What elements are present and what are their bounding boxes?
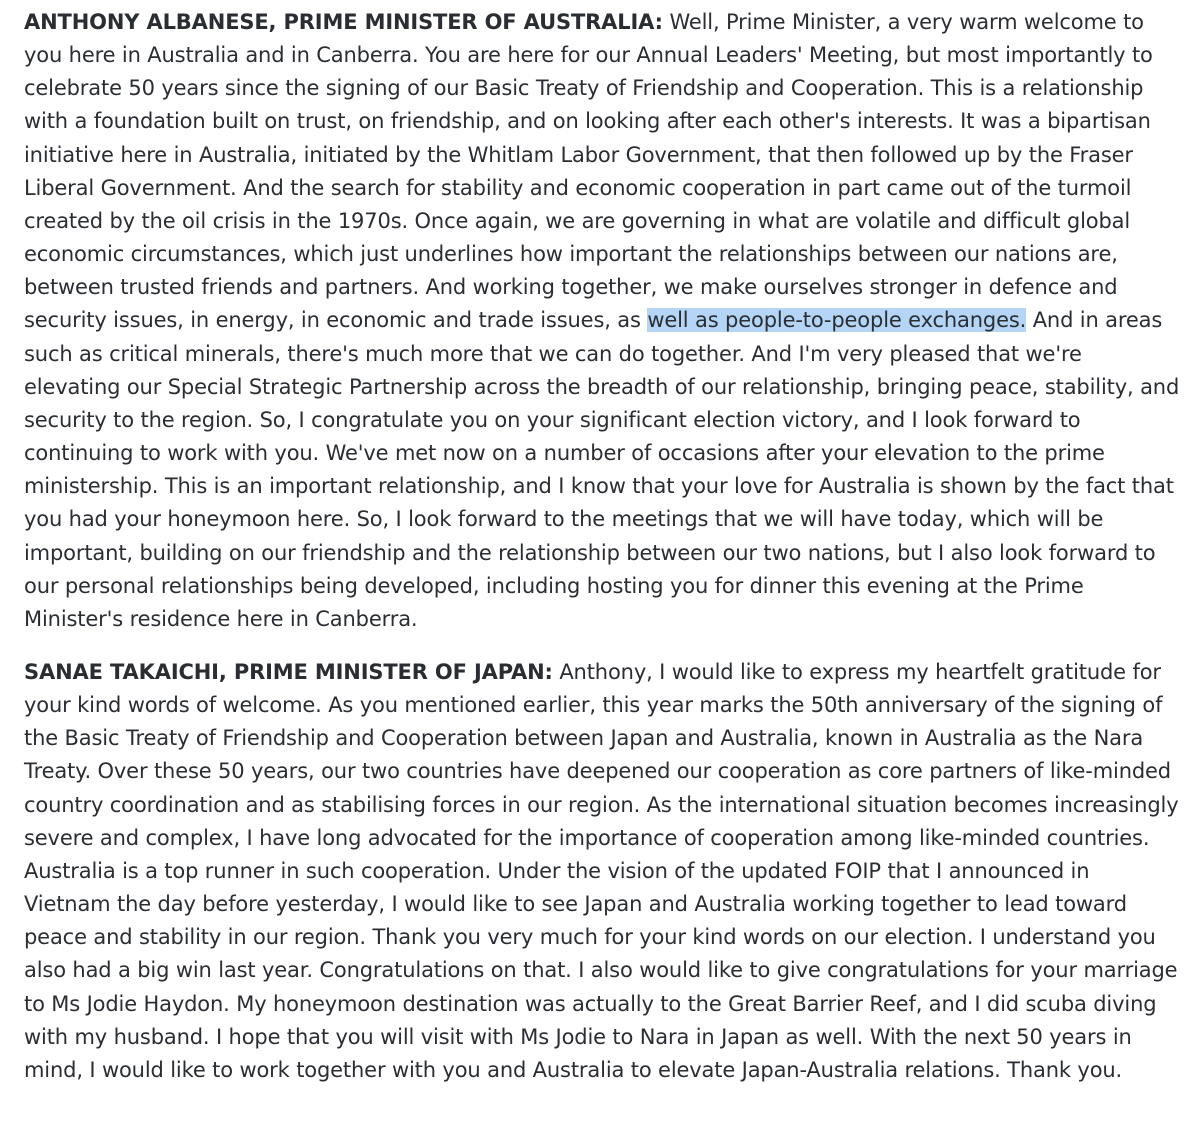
statement-text: Anthony, I would like to express my heartfelt gratitude for your kind words of welcome. As you mentioned earlier, this year marks the 50th anniversary of the signing of the Basic Treaty of Friendship and Cooperation between Japan and Australia, known in Australia as the Nara Treaty. Over these 50 years, our two countries have deepened our cooperation as core partners of like-minded country coordination and as stabilising forces in our region. As the international situation becomes increasingly severe and complex, I have long advocated for the importance of cooperation among like-minded countries. Australia is a top runner in such cooperation. Under the vision of the updated FOIP that I announced in Vietnam the day before yesterday, I would like to see Japan and Australia working together to lead toward peace and stability in our region. Thank you very much for your kind words on our election. I understand you also had a big win last year. Congratulations on that. I also would like to give congratulations for your marriage to Ms Jodie Haydon. My honeymoon destination was actually to the Great Barrier Reef, and I did scuba diving with my husband. I hope that you will visit with Ms Jodie to Nara in Japan as well. With the next 50 years in mind, I would like to work together with you and Australia to elevate Japan-Australia relations. Thank you. [24,659,1179,1082]
statement-takaichi [24,656,1180,1087]
selected-text-highlight[interactable]: well as people-to-people exchanges. [647,308,1027,333]
statement-text: Well, Prime Minister, a very warm welcome to you here in Australia and in Canberra. You are here for our Annual Leaders' Meeting, but most importantly to celebrate 50 years since the signing of our Basic Treaty of Friendship and Cooperation. This is a relationship with a foundation built on trust, on friendship, and on looking after each other's interests. It was a bipartisan initiative here in Australia, initiated by the Whitlam Labor Government, that then followed up by the Fraser Liberal Government. And the search for stability and economic cooperation in part came out of the turmoil created by the oil crisis in the 1970s. Once again, we are governing in what are volatile and difficult global economic circumstances, which just underlines how important the relationships between our nations are, between trusted friends and partners. And working together, we make ourselves stronger in defence and security issues, in energy, in economic and trade issues, as [24,10,1153,333]
statement-albanese [24,6,1180,636]
speaker-name: ANTHONY ALBANESE, PRIME MINISTER OF AUSTRALIA: [24,10,663,34]
statement-text-continued: And in areas such as critical minerals, there's much more that we can do together. And I'm very pleased that we're elevating our Special Strategic Partnership across the breadth of our relationship, bringing peace, stability, and security to the region. So, I congratulate you on your significant election victory, and I look forward to continuing to work with you. We've met now on a number of occasions after your elevation to the prime ministership. This is an important relationship, and I know that your love for Australia is shown by the fact that you had your honeymoon here. So, I look forward to the meetings that we will have today, which will be important, building on our friendship and the relationship between our two nations, but I also look forward to our personal relationships being developed, including hosting you for dinner this evening at the Prime Minister's residence here in Canberra. [24,308,1180,631]
speaker-name: SANAE TAKAICHI, PRIME MINISTER OF JAPAN: [24,659,553,684]
